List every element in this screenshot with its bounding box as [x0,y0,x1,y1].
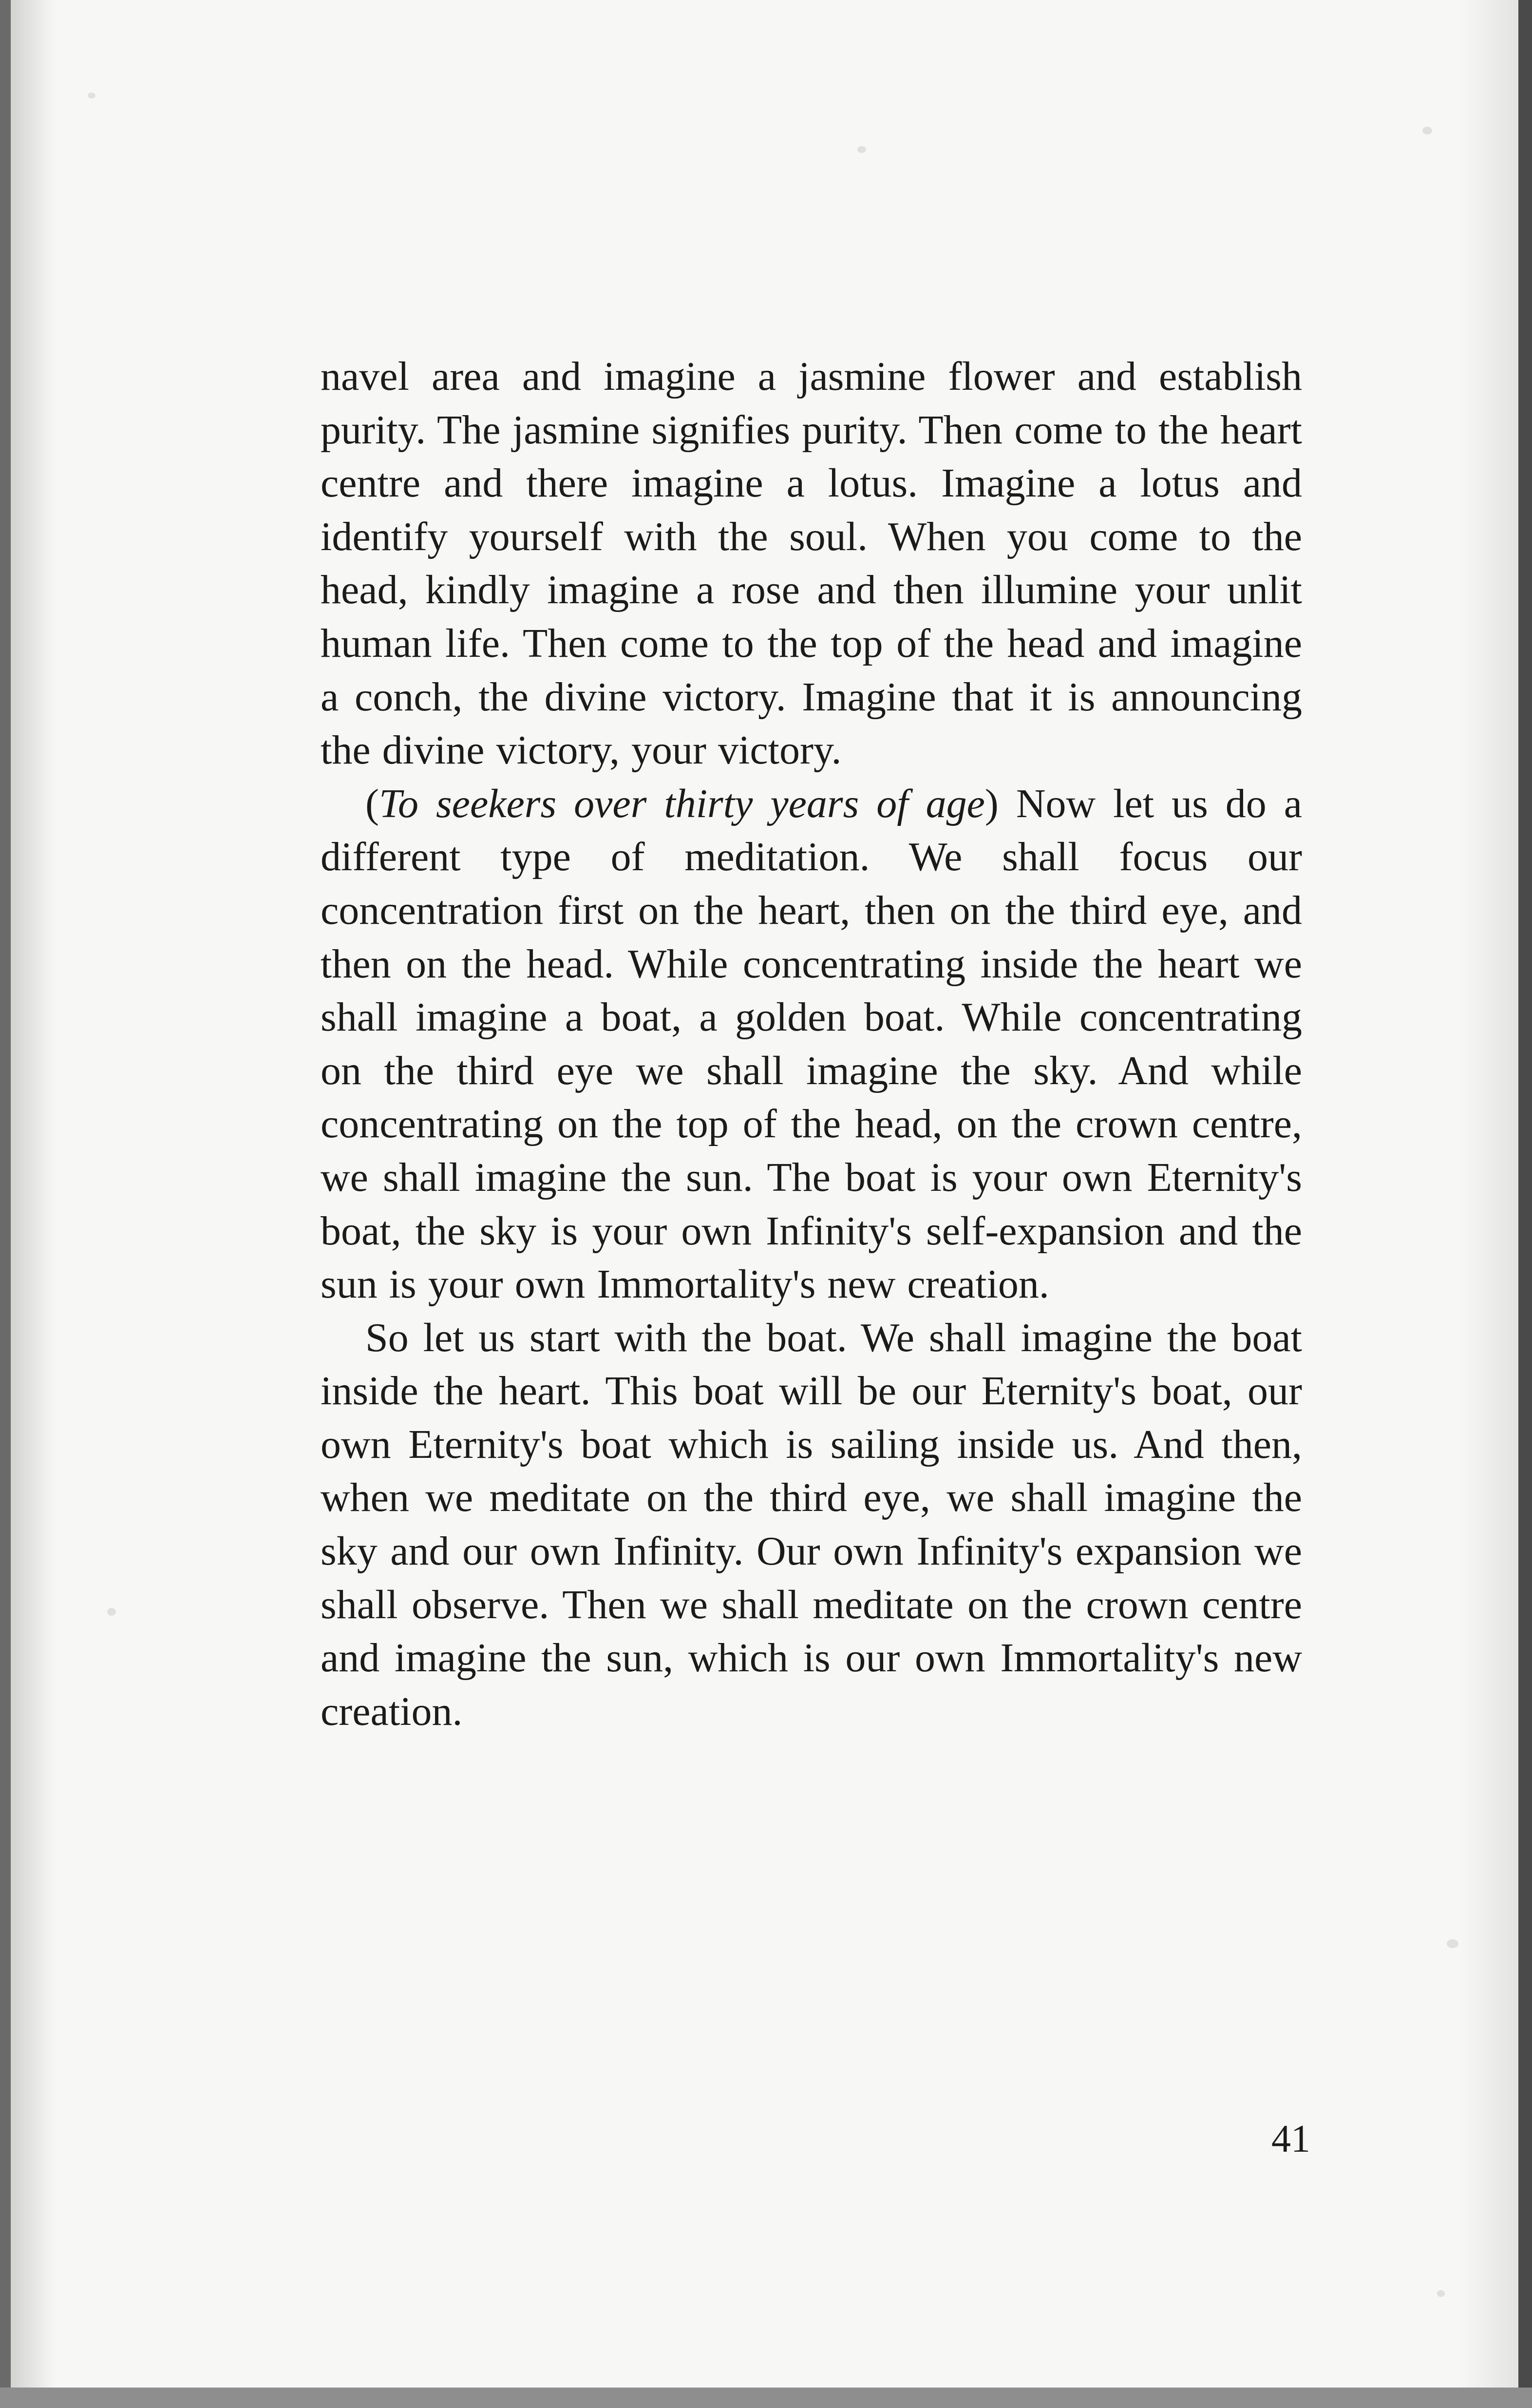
paragraph-1: navel area and imagine a jasmine flower and establish purity. The jasmine signifies purity. Then come to the heart centre and there imagine a lotus. Imagine a lotus and identify yourself with the soul. When you come to the head, kindly imagine a rose and then illumine your unlit human life. Then come to the top of the head and imagine a conch, the divine victory. Imagine that it is announcing the divine victory, your victory. [321,354,1302,773]
paper-speck [1437,2290,1445,2297]
bottom-scan-edge [0,2388,1532,2408]
paper-speck [1447,1939,1458,1948]
right-page-shadow [1460,0,1518,2408]
paragraph-2-open-paren: ( [365,781,379,826]
left-scan-edge [0,0,11,2408]
paper-speck [88,93,95,98]
paper-speck [1422,127,1432,134]
paragraph-2-text: Now let us do a different type of meditation. We shall focus our concentration first on the heart, then on the third eye, and then on the head. While concentrating inside the heart we shall imagine a boat, a golden boat. While concentrating on the third eye we shall imagine the sky. And while concentrating on the top of the head, on the crown centre, we shall imagine the sun. The boat is your own Eternity's boat, the sky is your own Infinity's self-expansion and the sun is your own Immortality's new creation. [321,781,1303,1307]
paragraph-2 [321,777,1302,1311]
body-text [321,350,1302,1738]
page-number: 41 [1271,2118,1310,2160]
right-scan-edge [1518,0,1532,2408]
paragraph-2-close-paren: ) [984,781,999,826]
paper-speck [857,146,866,153]
paper-speck [107,1608,116,1616]
paragraph-2-italic-lead: To seekers over thirty years of age [378,781,985,826]
left-binding-shadow [11,0,55,2408]
paragraph-3: So let us start with the boat. We shall imagine the boat inside the heart. This boat will be our Eternity's boat, our own Eternity's boat which is sailing inside us. And then, when we meditate on the third eye, we shall imagine the sky and our own Infinity. Our own Infinity's expansion we shall observe. Then we shall meditate on the crown centre and imagine the sun, which is our own Immortality's new creation. [321,1315,1302,1734]
